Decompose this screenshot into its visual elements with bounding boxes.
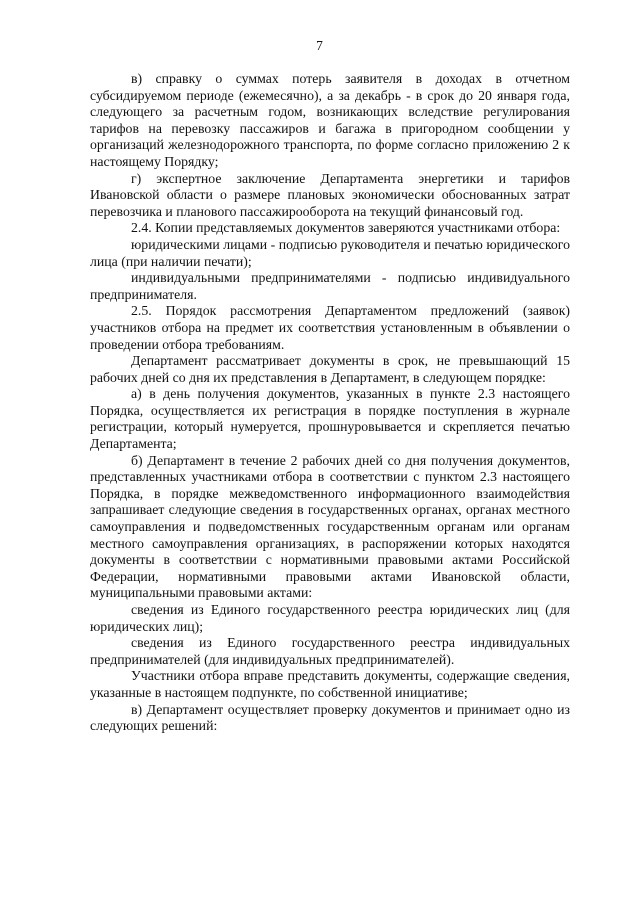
paragraph-b-interagency-request: б) Департамент в течение 2 рабочих дней со дня получения документов, представленных участниками отбора в соответствии с пунктом 2.3 настоящего Порядка, в порядке межведомственного информационного взаимодействия запрашивает следующие сведения в государственных органах, органах местного самоуправления и подведомственных государственным органам или органам местного самоуправления организациях, в распоряжении которых находятся документы в соответствии с нормативными правовыми актами Российской Федерации, нормативными правовыми актами Ивановской области, муниципальными правовыми актами:	[90, 452, 570, 601]
paragraph-a-registration: а) в день получения документов, указанных в пункте 2.3 настоящего Порядка, осуществляется их регистрация в порядке поступления в журнале регистрации, который нумеруется, прошнуровывается и скрепляется печатью Департамента;	[90, 386, 570, 452]
paragraph-v-document-check: в) Департамент осуществляет проверку документов и принимает одно из следующих решений:	[90, 701, 570, 734]
paragraph-2-4-copies: 2.4. Копии представляемых документов заверяются участниками отбора:	[131, 220, 561, 236]
paragraph-v-loss-statement: в) справку о суммах потерь заявителя в доходах в отчетном субсидируемом периоде (ежемесячно), а за декабрь - в срок до 20 января года, следующего за расчетным годом, возникающих вследствие регулирования тарифов на перевозку пассажиров и багажа в пригородном сообщении у организаций железнодорожного транспорта, по форме согласно приложению 2 к настоящему Порядку;	[90, 71, 570, 169]
paragraph-review-period: Департамент рассматривает документы в срок, не превышающий 15 рабочих дней со дня их представления в Департамент, в следующем порядке:	[90, 353, 570, 385]
paragraph-egrul-info: сведения из Единого государственного реестра юридических лиц (для юридических лиц);	[90, 602, 570, 634]
page-number: 7	[316, 38, 323, 53]
paragraph-own-initiative: Участники отбора вправе представить документы, содержащие сведения, указанные в настоящем подпункте, по собственной инициативе;	[90, 668, 570, 700]
paragraph-individual-entrepreneurs: индивидуальными предпринимателями - подписью индивидуального предпринимателя.	[90, 270, 570, 302]
paragraph-legal-entities: юридическими лицами - подписью руководителя и печатью юридического лица (при наличии печати);	[90, 236, 570, 269]
paragraph-g-expert-opinion: г) экспертное заключение Департамента энергетики и тарифов Ивановской области о размере плановых экономически обоснованных затрат перевозчика и планового пассажирооборота на текущий финансовый год.	[90, 170, 570, 219]
paragraph-egrip-info: сведения из Единого государственного реестра индивидуальных предпринимателей (для индивидуальных предпринимателей).	[90, 635, 570, 667]
document-body	[90, 71, 570, 735]
paragraph-2-5-review-procedure: 2.5. Порядок рассмотрения Департаментом предложений (заявок) участников отбора на предмет их соответствия установленным в объявлении о проведении отбора требованиям.	[90, 303, 570, 352]
